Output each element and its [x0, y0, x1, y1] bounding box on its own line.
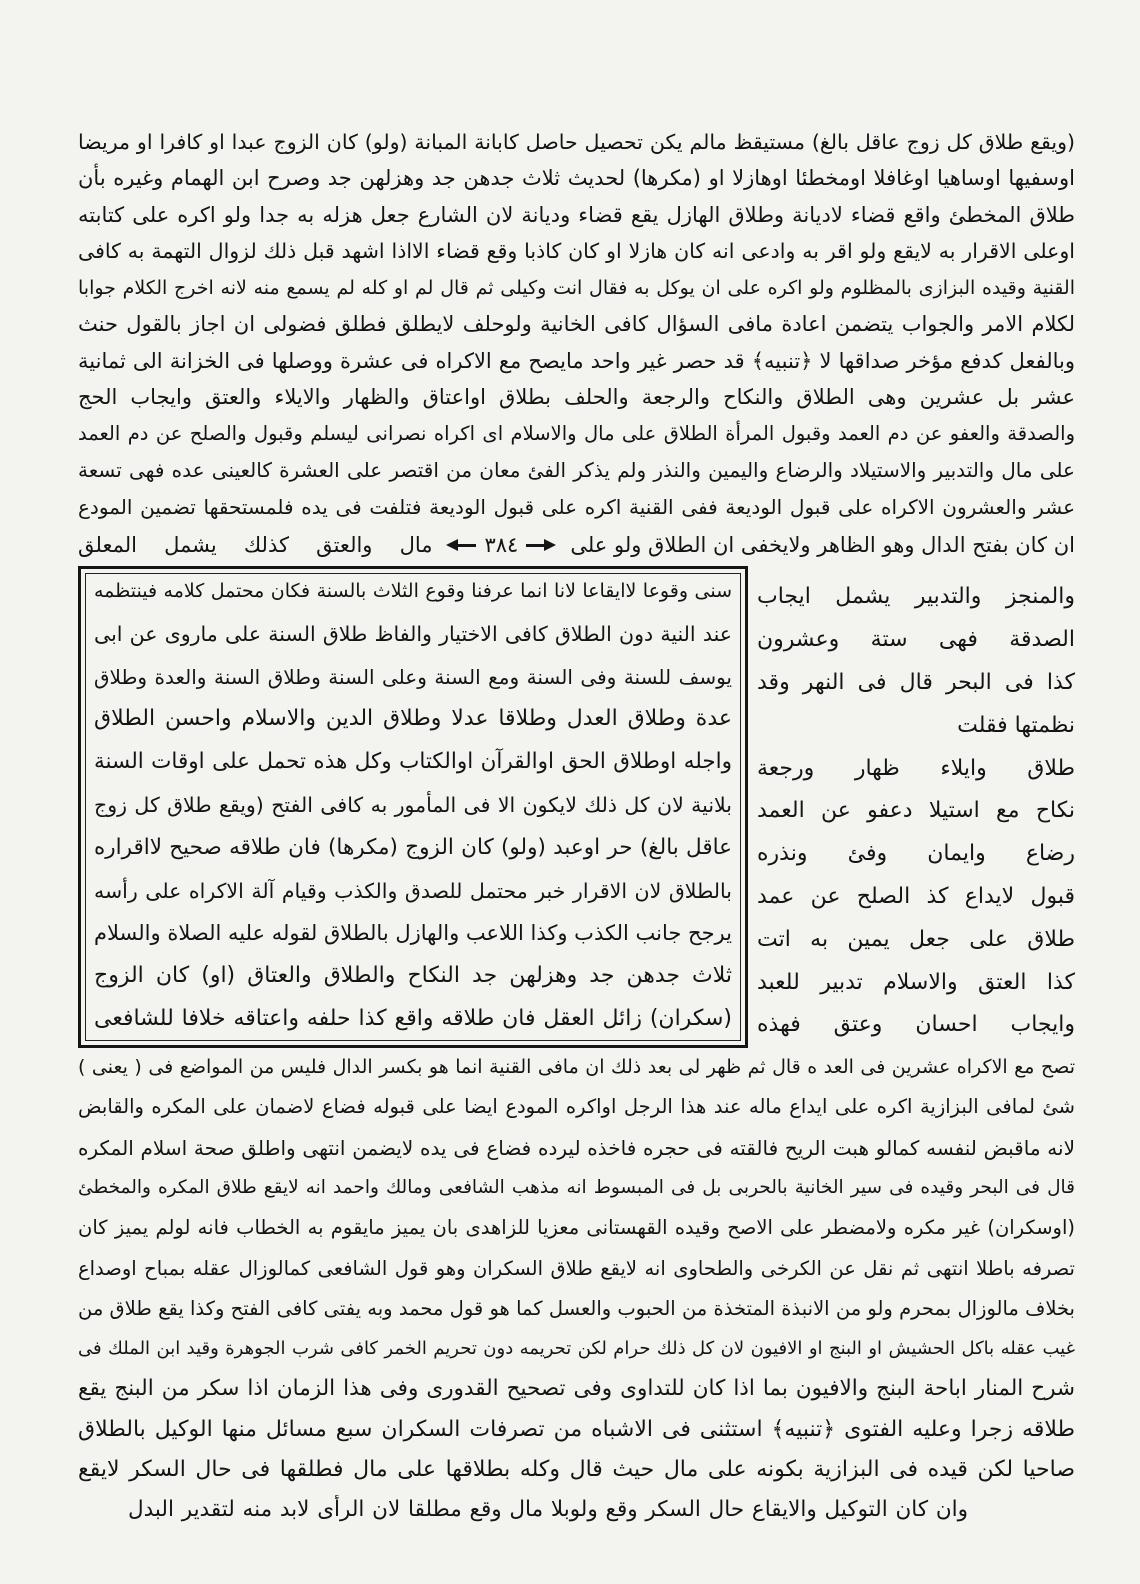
- box-line: عاقل بالغ) حر اوعبد (ولو) كان الزوج (مكرها) فان طلاقه صحيح لااقراره: [94, 835, 732, 860]
- box-line: واجله اوطلاق الحق اوالقرآن اوالكتاب وكل هذه تحمل على اوقات السنة: [94, 749, 732, 774]
- bottom-line: قال فى البحر وقيده فى سير الخانية بالحربى بل فى المبسوط انه مذهب الشافعى ومالك واحمد انه لايقع طلاق المكره والمخطئ: [78, 1177, 1075, 1198]
- bottom-line: شرح المنار اباحة البنج والافيون بما اذا كان للتداوى وفى تصحيح القدورى وفى هذا الزمان اذا سكر من البنج يقع: [78, 1376, 1075, 1401]
- bottom-line: صاحيا لكن قيده فى البزازية بكونه على مال حيث قال وكله بطلاقها على مال فطلقها فى حال السكر لايقع: [78, 1457, 1075, 1482]
- bottom-line: بخلاف مالوزال بمحرم ولو من الانبذة المتخذة من الحبوب والعسل كما هو قول محمد وبه يفتى كافى الفتح وكذا يقع طلاق من: [78, 1297, 1075, 1320]
- bottom-line: تصرفه باطلا انتهى ثم نقل عن الكرخى والطحاوى انه لايقع طلاق السكران وهو قول الشافعى كمالوزال عقله بمباح اوصداع: [78, 1257, 1075, 1280]
- bottom-line: طلاقه زجرا وعليه الفتوى ﴿تنبيه﴾ استثنى فى الاشباه من تصرفات السكران سبع مسائل منها الوكيل بالطلاق: [78, 1417, 1075, 1442]
- bottom-line: غيب عقله باكل الحشيش او البنج او الافيون لان كل ذلك حرام لكن تحريمه دون تحريم الخمر كافى شرب الجوهرة وقيد ابن الملك فى: [78, 1338, 1075, 1359]
- top-line: (ويقع طلاق كل زوج عاقل بالغ) مستيقظ مالم يكن تحصيل حاصل كابانة المبانة (ولو) كان الزوج عبدا او كافرا او مريضا: [78, 130, 1075, 154]
- box-line: عدة وطلاق العدل وطلاقا عدلا وطلاق الدين والاسلام واحسن الطلاق: [94, 706, 732, 731]
- box-line: بلانية لان كل ذلك لايكون الا فى المأمور به كافى الفتح (ويقع طلاق كل زوج: [94, 793, 732, 817]
- side-line: والمنجز والتدبير يشمل ايجاب: [757, 584, 1075, 609]
- arrow-left-icon: [446, 539, 476, 551]
- page-number-line: [78, 529, 1075, 561]
- top-line: القنية وقيده البزازى بالمظلوم ولو اكره على ان يوكل به فقال انت وكيلى ثم قال لم او كله لم يسمع منه لانه اخرج الكلام جوابا: [78, 277, 1075, 299]
- top-line: على مال والتدبير والاستيلاد والرضاع واليمين والنذر ولم يذكر الفئ معان من اقتصر على العشرة كالعينى عده فهى تسعة: [78, 458, 1075, 482]
- top-line: عشر بل عشرين وهى الطلاق والنكاح والرجعة والحلف بطلاق اواعتاق والظهار والايلاء والعتق وايجاب الحج: [78, 385, 1075, 409]
- verse-line: طلاق على جعل يمين به اتت: [757, 927, 1075, 952]
- bottom-line: شئ لمافى البزازية اكره على ايداع ماله عند هذا الرجل اواكره المودع ايضا على قبوله فضاع لاضمان على المكره والقابض: [78, 1095, 1075, 1118]
- box-line: سنى وقوعا لاايقاعا لانا انما عرفنا وقوع الثلاث بالسنة فكان محتمل كلامه فينتظمه: [94, 580, 732, 602]
- top-line: اوعلى الاقرار به لايقع ولو اقر به وادعى انه كان هازلا او كان كاذبا وقع قضاء الااذا اشهد قبل ذلك لزوال التهمة به كافى: [78, 239, 1075, 263]
- verse-line: كذا العتق والاسلام تدبير للعبد: [757, 970, 1075, 995]
- box-line: يوسف للسنة وفى السنة ومع السنة وعلى السنة وطلاق السنة والعدة وطلاق: [94, 665, 732, 689]
- bottom-line: لانه ماقبض لنفسه كمالو هبت الريح فالقته فى حجره فاخذه ليرده فضاع فى يده لايضمن انتهى واطلق صحة اسلام المكره: [78, 1136, 1075, 1160]
- verse-line: قبول لايداع كذ الصلح عن عمد: [757, 884, 1075, 909]
- page-line-left-text: مال والعتق كذلك يشمل المعلق: [78, 533, 433, 557]
- verse-line: طلاق وايلاء ظهار ورجعة: [757, 756, 1075, 781]
- top-line: طلاق المخطئ واقع قضاء لاديانة وطلاق الهازل يقع قضاء وديانة لان الشارع جعل هزله به جدا ولو اكره على كتابته: [78, 203, 1075, 227]
- verse-line: وايجاب احسان وعتق فهذه: [757, 1012, 1075, 1037]
- bottom-line: (اوسكران) غير مكره ولامضطر على الاصح وقيده القهستانى معزيا للزاهدى بان يميز مايقوم به الخطاب فانه لولم يميز كان: [78, 1216, 1075, 1239]
- box-line: يرجح جانب الكذب وكذا اللاعب والهازل بالطلاق لقوله عليه الصلاة والسلام: [94, 921, 732, 945]
- page-number: ٣٨٤: [484, 533, 519, 557]
- top-line: عشر والعشرون الاكراه على قبول الوديعة ففى القنية اكره على قبول الوديعة فتلفت فى يده فلمستحقها تضمين المودع: [78, 495, 1075, 519]
- side-line: نظمتها فقلت: [957, 713, 1075, 738]
- arrow-right-icon: [526, 539, 556, 551]
- box-line: بالطلاق لان الاقرار خبر محتمل للصدق والكذب وقيام آلة الاكراه على رأسه: [94, 879, 732, 903]
- top-line: لكلام الامر والجواب يتضمن اعادة مافى السؤال كافى الخانية ولوحلف لايطلق فطلق فضولى ان اجاز بالقول حنث: [78, 312, 1075, 336]
- verse-line: نكاح مع استيلا دعفو عن العمد: [757, 798, 1075, 823]
- side-line: الصدقة فهى ستة وعشرون: [757, 627, 1075, 652]
- box-line: (سكران) زائل العقل فان طلاقه واقع كذا حلفه واعتاقه خلافا للشافعى: [94, 1006, 732, 1031]
- top-line: وبالفعل كدفع مؤخر صداقها لا ﴿تنبيه﴾ قد حصر غير واحد مايصح مع الاكراه فى عشرة ووصلها فى الخزانة الى ثمانية: [78, 349, 1075, 373]
- box-line: عند النية دون الطلاق كافى الاختيار والفاظ طلاق السنة على ماروى عن ابى: [94, 622, 732, 646]
- top-line: والصدقة والعفو عن دم العمد وقبول المرأة الطلاق على مال والاسلام اى اكراه نصرانى ليسلم وقبول والصلح عن دم العمد: [78, 422, 1075, 445]
- page-number-group: [446, 533, 556, 557]
- page-line-right-text: ان كان بفتح الدال وهو الظاهر ولايخفى ان الطلاق ولو على: [570, 533, 1075, 557]
- verse-line: رضاع وايمان وفئ ونذره: [757, 841, 1075, 866]
- bottom-line: تصح مع الاكراه عشرين فى العد ه قال ثم ظهر لى بعد ذلك ان مافى القنية انما هو بكسر الدال فليس من المواضع فى ( يعنى ): [78, 1056, 1075, 1078]
- side-line: كذا فى البحر قال فى النهر وقد: [757, 670, 1075, 695]
- bottom-line: وان كان التوكيل والايقاع حال السكر وقع ولوبلا مال وقع مطلقا لان الرأى لابد منه لتقدير البدل: [128, 1497, 968, 1522]
- top-line: اوسفيها اوساهيا اوغافلا اومخطئا اوهازلا او (مكرها) لحديث ثلاث جدهن جد وهزلهن جد وصرح ابن الهمام وغيره بأن: [78, 166, 1075, 190]
- box-line: ثلاث جدهن جد وهزلهن جد النكاح والطلاق والعتاق (او) كان الزوج: [94, 963, 732, 988]
